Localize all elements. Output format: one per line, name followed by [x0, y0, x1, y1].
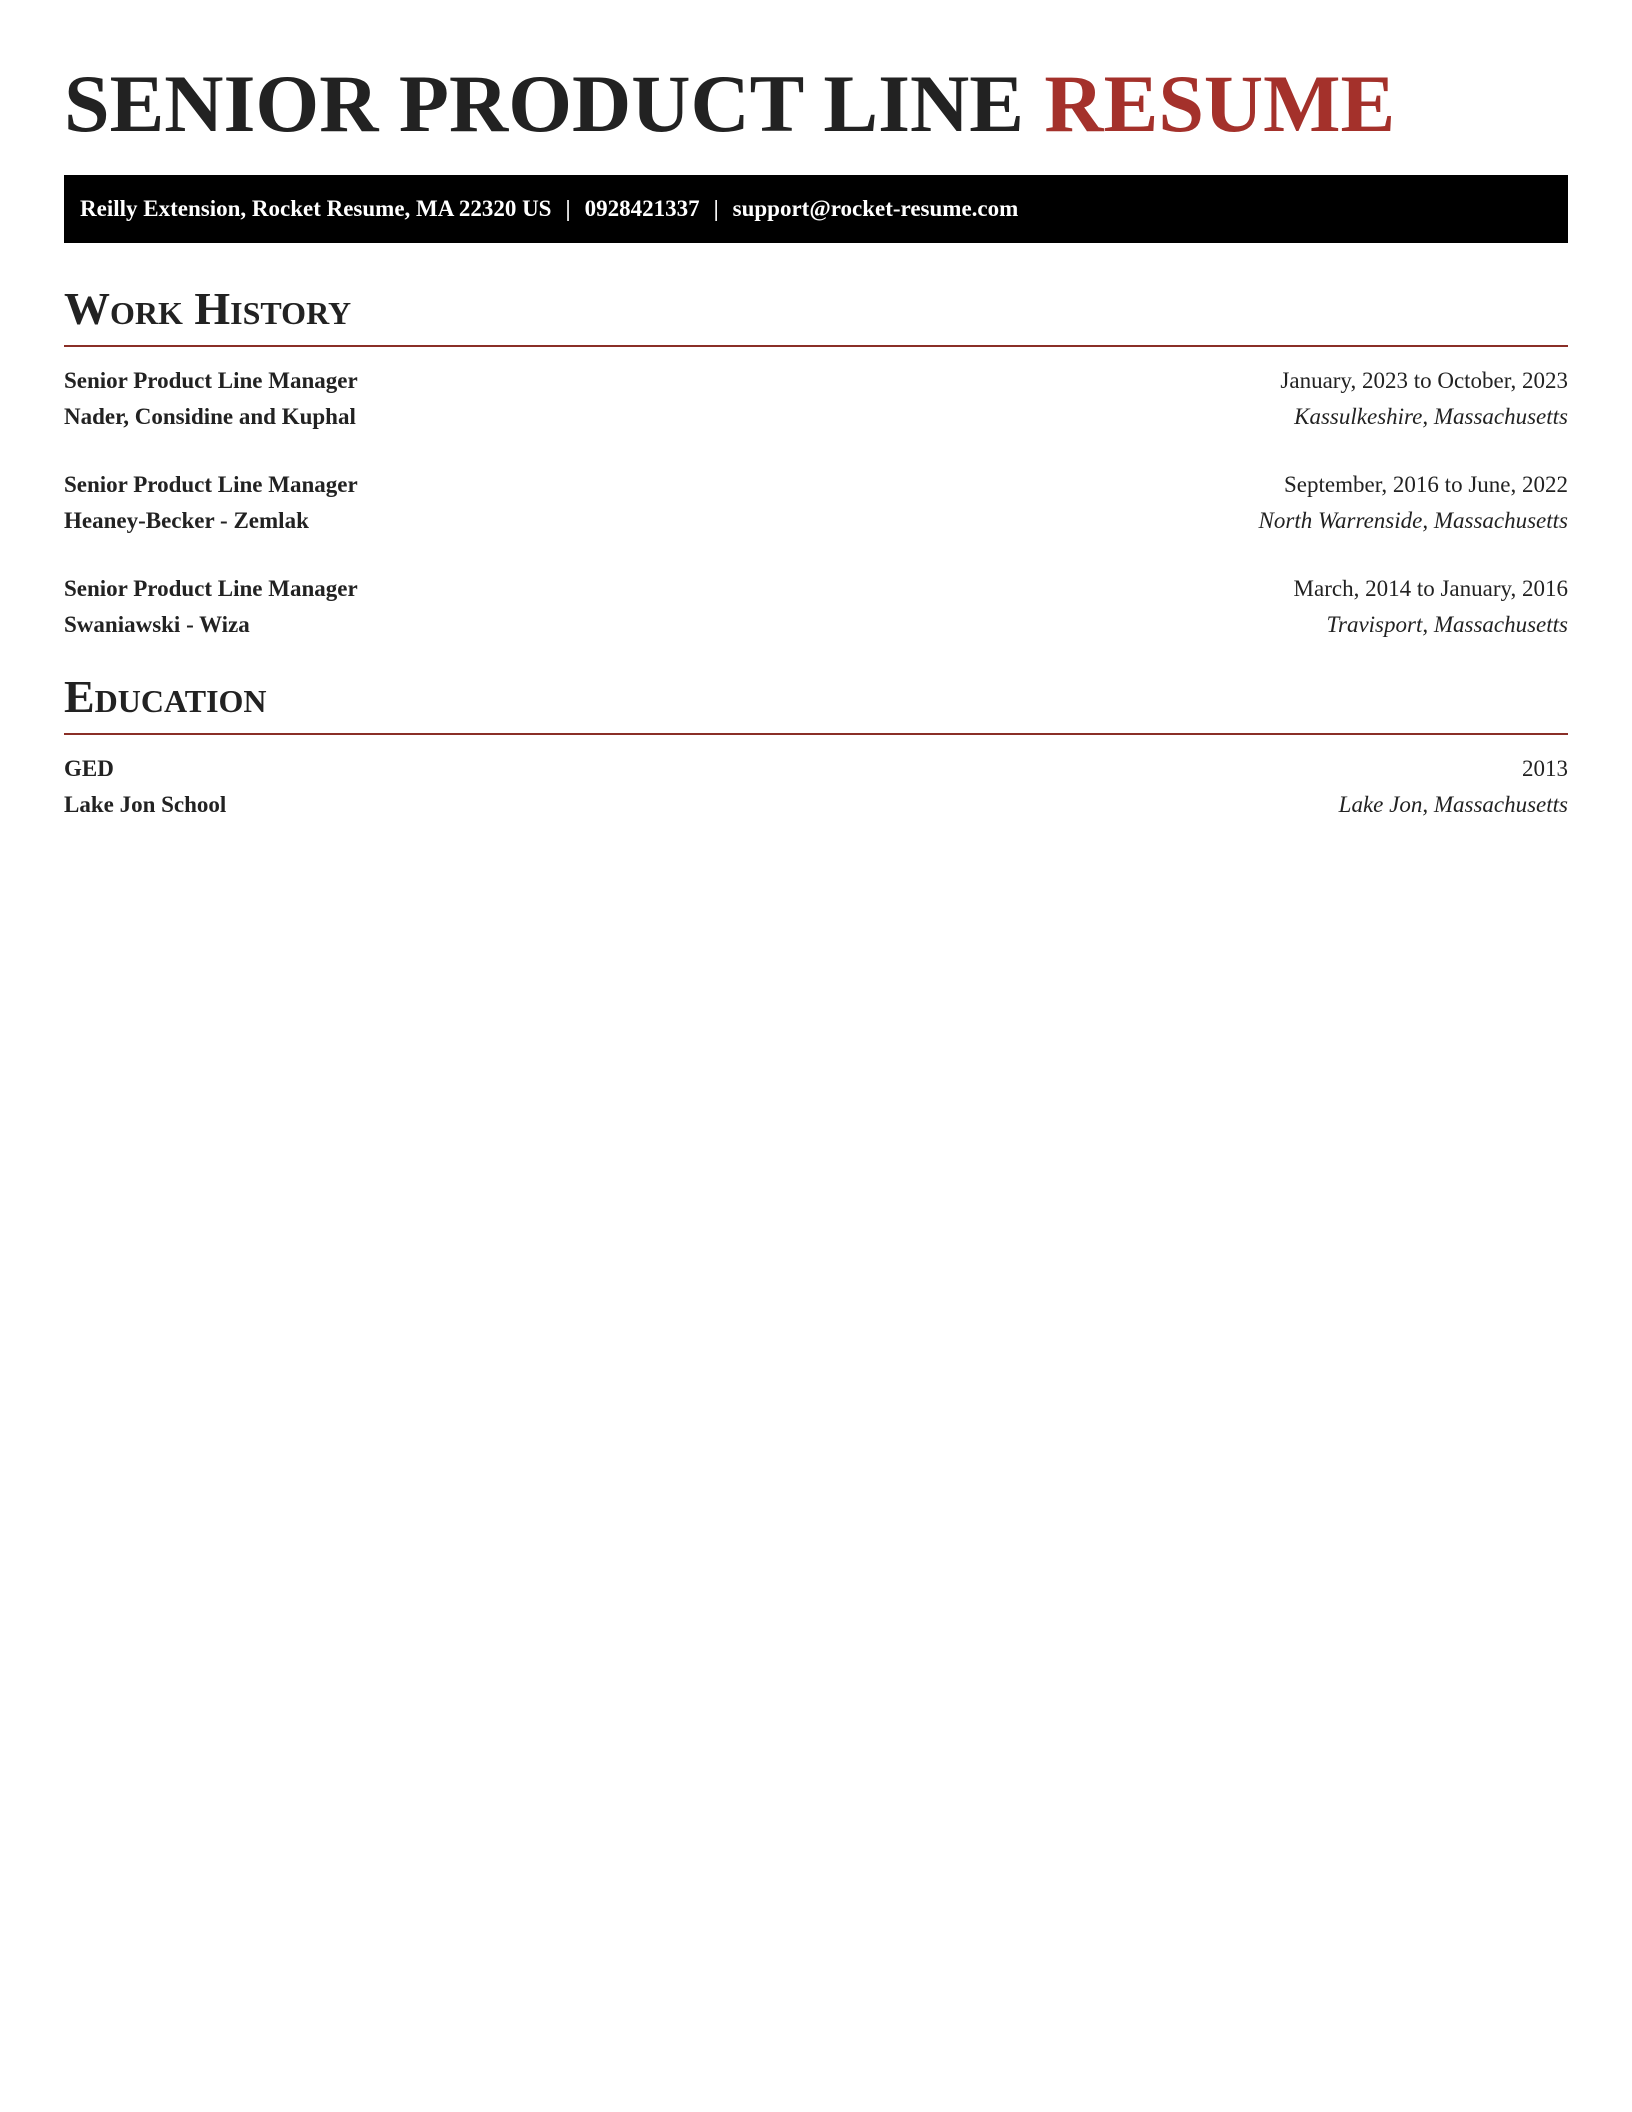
education-degree: GED — [64, 756, 114, 781]
contact-phone[interactable]: 0928421337 — [584, 196, 700, 221]
title-main: SENIOR PRODUCT LINE — [64, 58, 1024, 149]
work-company: Nader, Considine and Kuphal — [64, 404, 356, 429]
education-entry — [64, 751, 1568, 823]
education-year: 2013 — [1522, 756, 1568, 781]
title-accent: RESUME — [1044, 58, 1396, 149]
contact-separator: | — [713, 196, 719, 221]
section-divider — [64, 345, 1568, 347]
work-location: Travisport, Massachusetts — [1326, 612, 1568, 637]
work-company: Swaniawski - Wiza — [64, 612, 250, 637]
contact-email[interactable]: support@rocket-resume.com — [732, 196, 1019, 221]
section-divider — [64, 733, 1568, 735]
contact-bar — [64, 175, 1568, 243]
work-entry — [64, 571, 1568, 643]
work-entry — [64, 467, 1568, 539]
contact-address: Reilly Extension, Rocket Resume, MA 22320 US — [80, 196, 552, 221]
work-role: Senior Product Line Manager — [64, 472, 358, 497]
work-role: Senior Product Line Manager — [64, 576, 358, 601]
work-dates: January, 2023 to October, 2023 — [1280, 368, 1568, 393]
work-dates: September, 2016 to June, 2022 — [1284, 472, 1568, 497]
work-company: Heaney-Becker - Zemlak — [64, 508, 309, 533]
contact-separator: | — [565, 196, 571, 221]
education-school: Lake Jon School — [64, 792, 227, 817]
education-location: Lake Jon, Massachusetts — [1338, 792, 1568, 817]
work-dates: March, 2014 to January, 2016 — [1293, 576, 1568, 601]
page-title — [64, 0, 1568, 152]
work-location: Kassulkeshire, Massachusetts — [1294, 404, 1568, 429]
work-entry — [64, 363, 1568, 435]
work-history-heading: Work History — [64, 283, 352, 334]
work-location: North Warrenside, Massachusetts — [1258, 508, 1568, 533]
work-role: Senior Product Line Manager — [64, 368, 358, 393]
education-heading: Education — [64, 671, 267, 722]
